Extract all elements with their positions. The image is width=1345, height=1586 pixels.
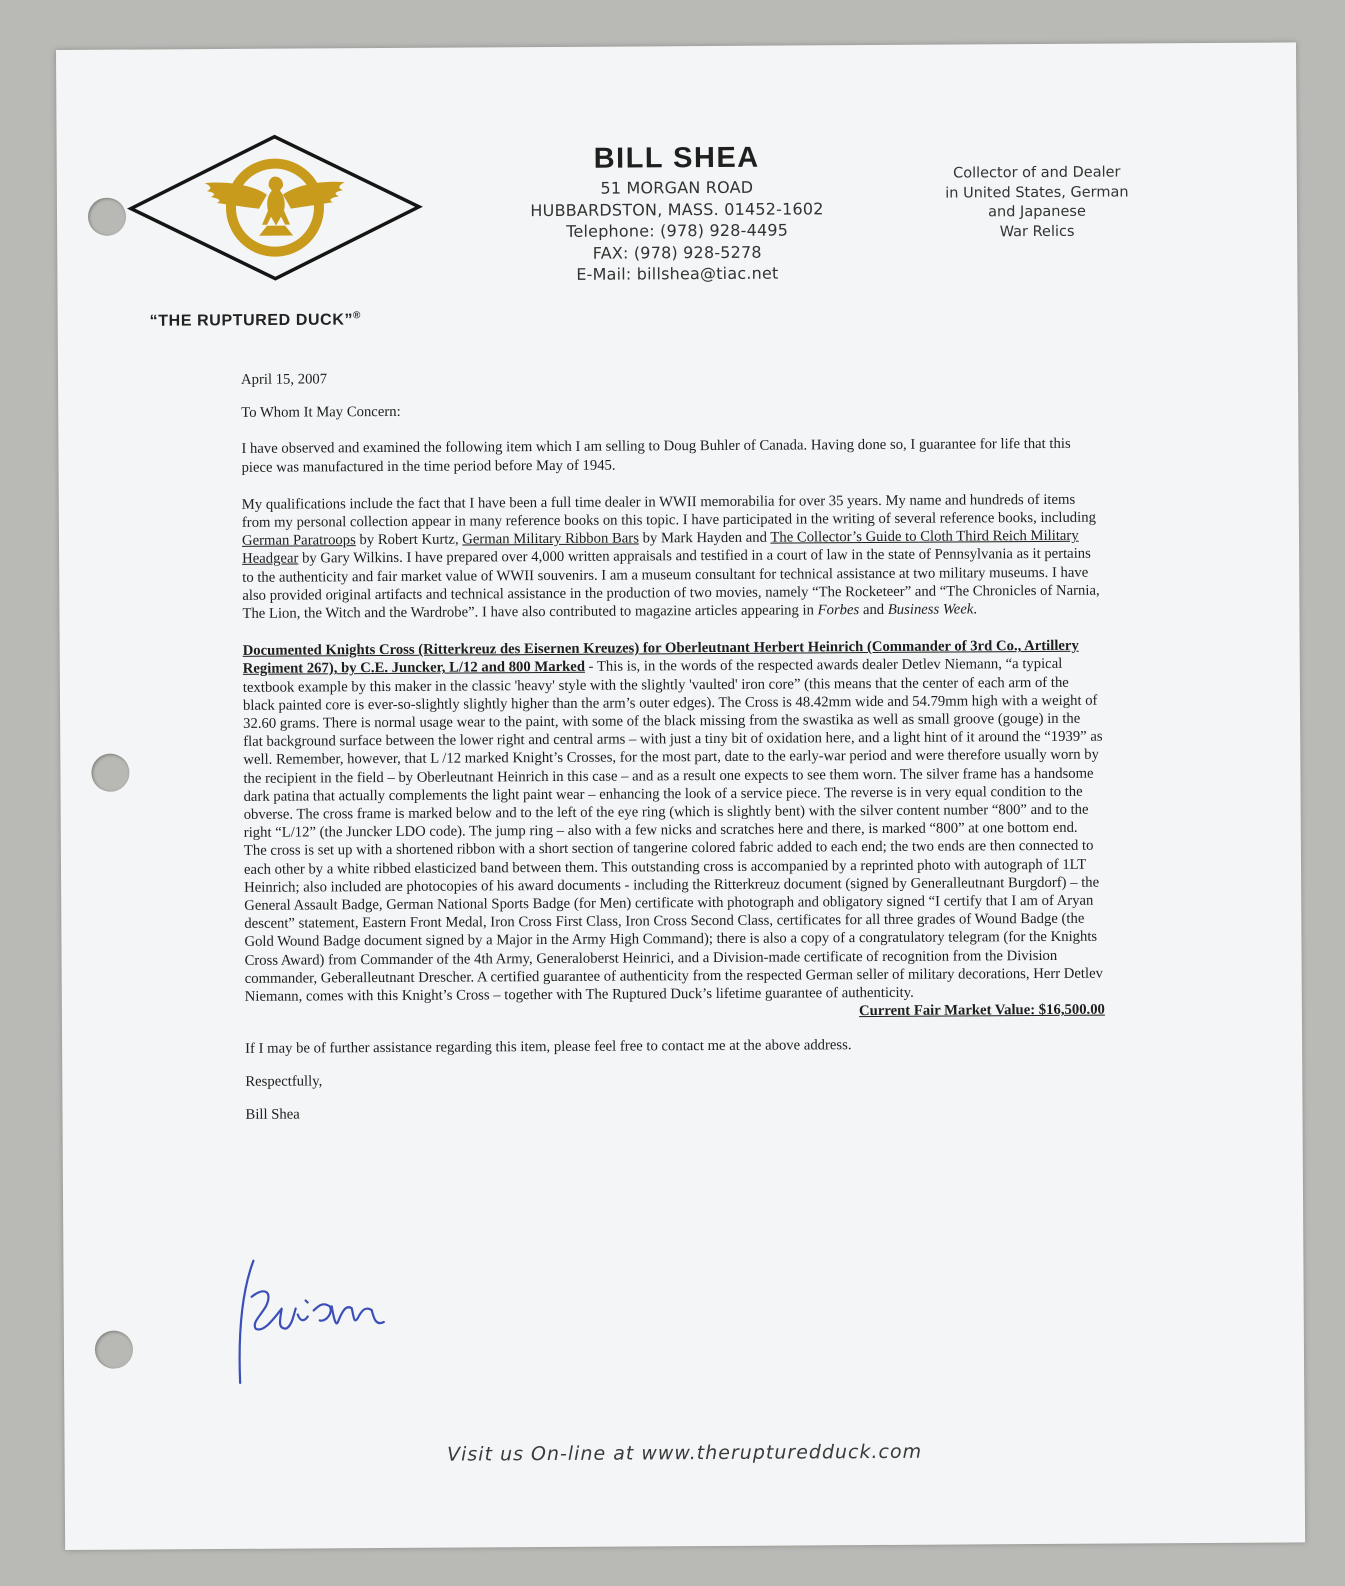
magazine-title: Business Week xyxy=(887,601,974,618)
salutation: To Whom It May Concern: xyxy=(241,404,401,422)
book-title: German Paratroops xyxy=(241,532,356,550)
paragraph-item xyxy=(243,637,1105,1006)
book-title: German Military Ribbon Bars xyxy=(462,530,639,548)
fax: FAX: (978) 928-5278 xyxy=(592,242,762,263)
brand-name: “THE RUPTURED DUCK”® xyxy=(149,310,362,330)
address-line-1: 51 MORGAN ROAD xyxy=(600,177,754,198)
telephone: Telephone: (978) 928-4495 xyxy=(566,220,789,241)
book-title: The Collector’s Guide to Cloth Third Reich Military Headgear xyxy=(242,527,1079,568)
dealer-line: Collector of and Dealer xyxy=(953,164,1121,182)
letterhead-address-block xyxy=(477,141,878,286)
address-line-2: HUBBARDSTON, MASS. 01452-1602 xyxy=(530,198,824,220)
letter-page xyxy=(56,42,1305,1550)
dealer-line: and Japanese xyxy=(988,203,1086,221)
fair-market-value: Current Fair Market Value: $16,500.00 xyxy=(858,1001,1105,1020)
binder-hole-bottom xyxy=(95,1331,133,1369)
item-title: Documented Knights Cross (Ritterkreuz des Eisernen Kreuzes) for Oberleutnant Herbert Heinrich (Commander of 3rd Co., Artillery Regiment 267), by C.E. Juncker, L/12 and 800 Marked xyxy=(242,637,1079,678)
dealer-description xyxy=(927,163,1147,242)
eagle-diamond-logo-icon xyxy=(127,132,424,289)
paragraph-guarantee: I have observed and examined the following item which I am selling to Doug Buhler of Canada. Having done so, I guarantee for life that this piece was manufactured in the time period before May of 1945. xyxy=(241,436,1071,476)
binder-hole-top xyxy=(88,198,126,236)
dealer-line: War Relics xyxy=(999,223,1075,240)
letter-body xyxy=(241,366,1106,1139)
dealer-line: in United States, German xyxy=(945,183,1129,202)
email: E-Mail: billshea@tiac.net xyxy=(576,263,779,284)
item-description: - This is, in the words of the respected awards dealer Detlev Niemann, “a typical textbook example by this maker in the classic 'heavy' style with the slightly 'vaulted' iron core” (this means that the center of each arm of the black painted core is ever-so-slightly slightly higher than the arm’s outer edges). The Cross is 48.42mm wide and 54.79mm high with a weight of 32.60 grams. There is normal usage wear to the paint, with some of the black missing from the swastika as well as small groove (gouge) in the flat background surface between the lower right and central arms – with just a tiny bit of oxidation here, and a light hint of it around the “1939” as well. Remember, however, that L /12 marked Knight’s Crosses, for the most part, date to the early-war period and were therefore usually worn by the recipient in the field – by Oberleutnant Heinrich in this case – and as a result one expects to see them worn. The silver frame has a handsome dark patina that actually complements the light paint wear – enhancing the look of a service piece. The reverse is in very equal condition to the obverse. The cross frame is marked below and to the left of the eye ring (which is slightly bent) with the silver content number “800” and to the right “L/12” (the Juncker LDO code). The jump ring – also with a few nicks and scratches here and there, is marked “800” at one bottom end. The cross is set up with a shortened ribbon with a short section of tangerine colored fabric added to each end; the two ends are then connected to each other by a white ribbed elasticized band between them. This outstanding cross is accompanied by a reprinted photo with autograph of 1LT Heinrich; also included are photocopies of his award documents - including the Ritterkreuz document (signed by Generalleutnant Burgdorf) – the General Assault Badge, German National Sports Badge (for Men) certificate with photograph and obligatory signed “I certify that I am of Aryan descent” statement, Eastern Front Medal, Iron Cross First Class, Iron Cross Second Class, certificates for all three grades of Wound Badge (the Gold Wound Badge document signed by a Major in the Army High Command); there is also a copy of a congratulatory telegram (for the Knights Cross Award) from Commander of the 4th Army, Generaloberst Heinrici, and a Division-made certificate of recognition from the Division commander, Geberalleutnant Drescher. A certified guarantee of authenticity from the respected German seller of military decorations, Herr Detlev Niemann, comes with this Knight’s Cross – together with The Ruptured Duck’s lifetime guarantee of authenticity. xyxy=(242,656,1103,1005)
paragraph-qualifications: My qualifications include the fact that I have been a full time dealer in WWII memorabilia for over 35 years. My name and hundreds of items from my personal collection appear in many reference books on this topic. I have participated in the writing of several reference books, including German Paratroops by Robert Kurtz, German Military Ribbon Bars by Mark Hayden and The Collector’s Guide to Cloth Third Reich Military Headgear by Gary Wilkins. I have prepared over 4,000 written appraisals and testified in a court of law in the state of Pennsylvania as it pertains to the authenticity and fair market value of WWII souvenirs. I am a museum consultant for technical assistance at two military museums. I have also provided original artifacts and technical assistance in the production of two movies, namely “The Rocketeer” and “The Chronicles of Narnia, The Lion, the Witch and the Wardrobe”. I have also contributed to magazine articles appearing in Forbes and Business Week. xyxy=(241,491,1100,622)
magazine-title: Forbes xyxy=(817,602,860,619)
binder-hole-middle xyxy=(91,754,129,792)
footer-website: Visit us On-line at www.therupturedduck.com xyxy=(447,1440,923,1466)
signer-name: Bill Shea xyxy=(245,1106,300,1123)
letterhead-name: BILL SHEA xyxy=(593,141,760,175)
sign-off: Respectfully, xyxy=(245,1073,323,1090)
handwritten-signature-icon xyxy=(233,1256,404,1392)
closing-sentence: If I may be of further assistance regarding this item, please feel free to contact me at the above address. xyxy=(245,1036,852,1057)
letter-date: April 15, 2007 xyxy=(240,371,328,388)
